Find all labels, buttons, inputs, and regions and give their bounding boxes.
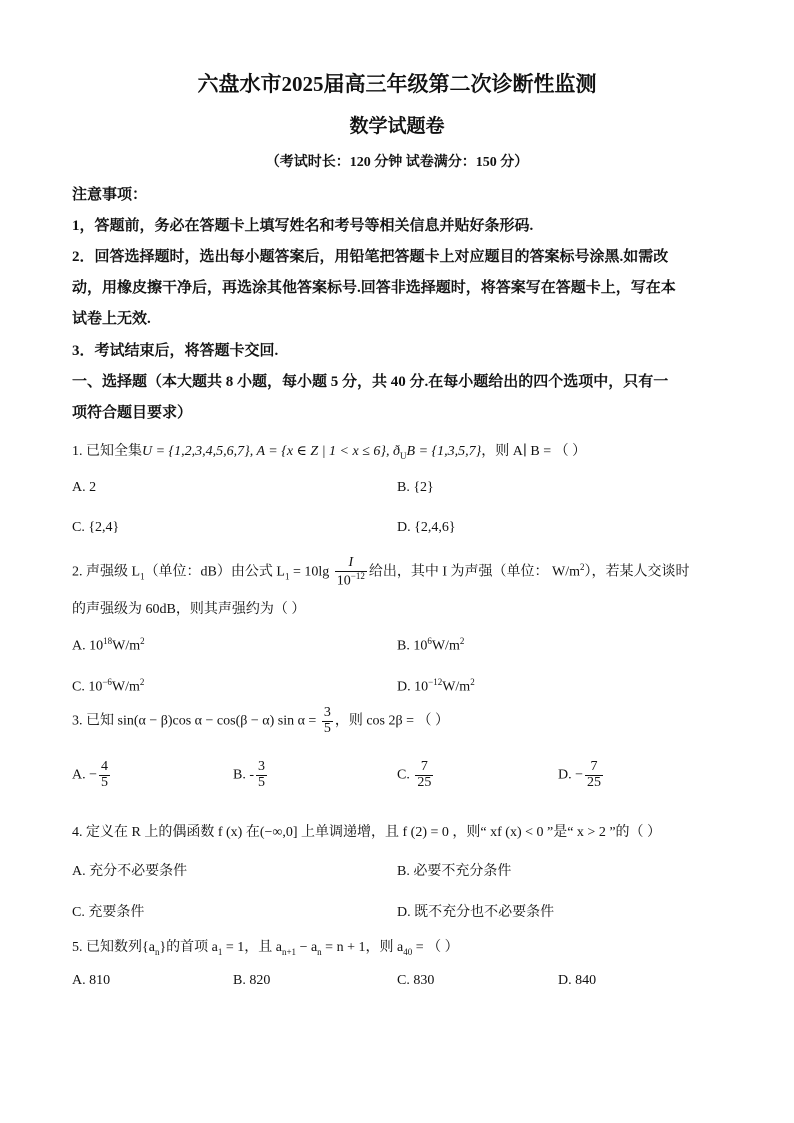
question-3-fraction: $\frac{3}{5}$ — [323, 705, 331, 736]
question-2-option-b: B. $10^6W/m^2$ — [397, 636, 465, 654]
question-3-option-d: D. − $\frac{7}{25}$ — [558, 759, 602, 790]
section-heading-line1: 一、选择题（本大题共 8 小题，每小题 5 分，共 40 分.在每小题给出的四个选项中，只有一 — [72, 374, 669, 390]
question-1-option-c: C. {2,4} — [72, 520, 120, 535]
page-subtitle: 数学试题卷 — [349, 116, 445, 137]
notice-item-3: 3．考试结束后，将答题卡交回. — [72, 343, 279, 359]
question-4-option-b: B. 必要不充分条件 — [397, 864, 512, 879]
notice-item-2-line3: 试卷上无效. — [72, 311, 151, 327]
question-4-option-c: C. 充要条件 — [72, 905, 145, 920]
exam-meta: （考试时长：120 分钟 试卷满分：150 分） — [265, 155, 529, 170]
question-2-option-d: D. $10^{-12}W/m^2$ — [397, 677, 475, 695]
question-5-option-b: B. 820 — [233, 973, 271, 988]
question-1-option-d: D. {2,4,6} — [397, 520, 456, 535]
question-3-option-b: B. - $\frac{3}{5}$ — [233, 759, 266, 790]
question-3-stem: 3. 已知 sin(α − β)cos α − cos(β − α) sin α = $\frac{3}{5}$ ，则 cos 2β = （ ） — [72, 705, 450, 736]
question-5-option-c: C. 830 — [397, 973, 435, 988]
question-4-stem: 4. 定义在 R 上的偶函数 f (x) 在(−∞,0] 上单调递增，且 f (2) = 0 ，则“ xf (x) < 0 ”是“ x > 2 ”的（ ） — [72, 825, 662, 840]
question-4-option-d: D. 既不充分也不必要条件 — [397, 905, 555, 920]
page-title: 六盘水市2025届高三年级第二次诊断性监测 — [197, 72, 597, 96]
question-1-option-b: B. {2} — [397, 480, 434, 495]
intensity-fraction: $\frac{I}{10^{-12}}$ — [336, 555, 365, 589]
question-2-option-c: C. $10^{-6}W/m^2$ — [72, 677, 145, 695]
question-2-stem-line1: 2. 声强级 $L_1$（单位：dB）由公式 $L_1 = 10\lg$ $\frac{I}{10^{-12}}$ 给出，其中 I 为声强（单位： $W/m^2$），若某人交谈时 — [72, 555, 690, 589]
notice-heading: 注意事项： — [72, 187, 148, 203]
section-heading-line2: 项符合题目要求） — [72, 405, 193, 421]
question-2-stem-line2: 的声强级为 60dB，则其声强约为（ ） — [72, 602, 306, 617]
notice-item-2-line2: 动，用橡皮擦干净后，再选涂其他答案标号.回答非选择题时，将答案写在答题卡上，写在本 — [72, 280, 676, 296]
question-2-option-a: A. $10^{18}W/m^2$ — [72, 636, 145, 654]
question-3-option-a: A. − $\frac{4}{5}$ — [72, 759, 109, 790]
question-3-option-c: C. $\frac{7}{25}$ — [397, 759, 432, 790]
question-5-option-d: D. 840 — [558, 973, 597, 988]
question-5-stem: 5. 已知数列$\{a_n\}$的首项 $a_1 = 1$，且 $a_{n+1} - a_n = n + 1$，则 $a_{40}$ = （ ） — [72, 940, 459, 957]
notice-item-1: 1，答题前，务必在答题卡上填写姓名和考号等相关信息并贴好条形码. — [72, 218, 534, 234]
question-1-stem: 1. 已知全集U = {1,2,3,4,5,6,7}, A = {x ∈ Z | 1 < x ≤ 6}, $ð_UB = \{1,3,5,7\}$，则 A∣ B = （ ） — [72, 444, 587, 461]
notice-item-2-line1: 2．回答选择题时，选出每小题答案后，用铅笔把答题卡上对应题目的答案标号涂黑.如需改 — [72, 249, 669, 265]
question-4-option-a: A. 充分不必要条件 — [72, 864, 188, 879]
question-5-option-a: A. 810 — [72, 973, 111, 988]
question-1-option-a: A. 2 — [72, 480, 97, 495]
